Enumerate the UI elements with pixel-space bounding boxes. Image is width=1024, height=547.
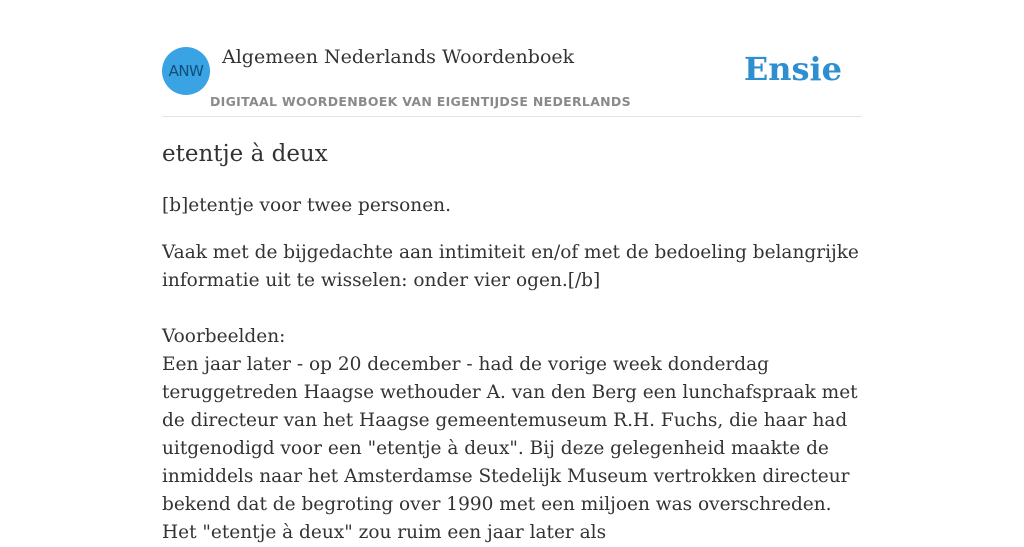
- site-header: [162, 40, 862, 117]
- anw-logo[interactable]: ANW: [162, 47, 210, 95]
- site-title[interactable]: Algemeen Nederlands Woordenboek: [222, 46, 575, 68]
- entry-title: etentje à deux: [162, 141, 328, 167]
- entry-note: Vaak met de bijgedachte aan intimiteit en/of met de bedoeling belangrijke informatie uit te wisselen: onder vier ogen.[/b]: [162, 242, 859, 291]
- example-text: Een jaar later - op 20 december - had de vorige week donderdag teruggetreden Haagse wethouder A. van den Berg een lunchafspraak met de directeur van het Haagse gemeentemuseum R.H. Fuchs, die haar had uitgenodigd voor een "etentje à deux". Bij deze gelegenheid maakte de inmiddels naar het Amsterdamse Stedelijk Museum vertrokken directeur bekend dat de begroting over 1990 met een miljoen was overschreden. Het "etentje à deux" zou ruim een jaar later als: [162, 354, 858, 543]
- entry-definition: [b]etentje voor twee personen.: [162, 195, 451, 216]
- entry-content: [162, 137, 862, 547]
- site-subtitle: DIGITAAL WOORDENBOEK VAN EIGENTIJDSE NEDERLANDS: [210, 94, 631, 109]
- examples-label: Voorbeelden:: [162, 326, 286, 347]
- ensie-brand-link[interactable]: Ensie: [743, 50, 842, 88]
